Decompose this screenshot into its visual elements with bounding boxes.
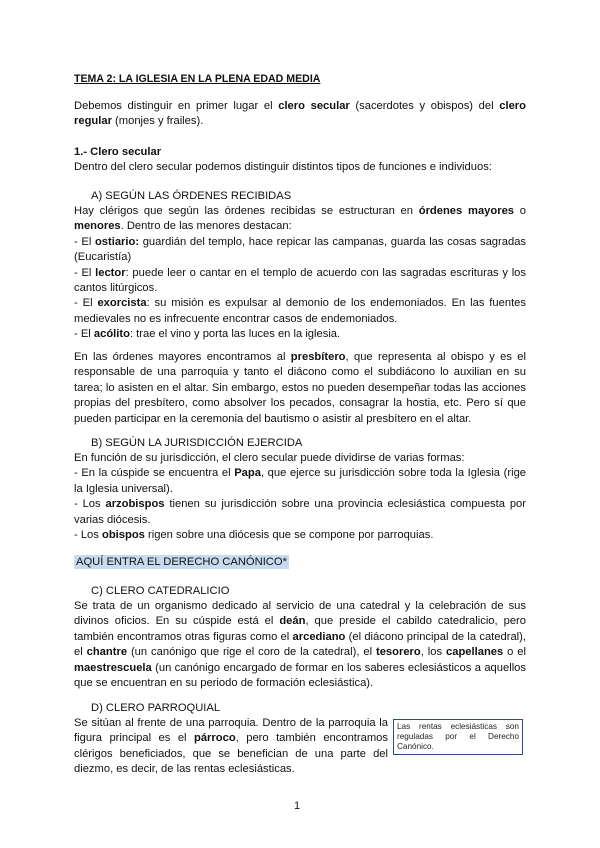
section-d-paragraph: Se sitúan al frente de una parroquia. Dentro de la parroquia la figura principal es el párroco, pero también encontramos clérigos beneficiados, que se benefician de una parte del diezmo, es decir, de las rentas eclesiásticas. (74, 717, 388, 776)
section-c-paragraph: Se trata de un organismo dedicado al servicio de una catedral y la celebración de sus divinos oficios. En su cúspide está el deán, que preside el cabildo catedralicio, pero también encontramos otras figuras como el arcediano (el diácono principal de la catedral), el chantre (un canónigo que rige el coro de la catedral), el tesorero, los capellanes o el maestrescuela (un canónigo encargado de formar en los saberes eclesiásticos a aquellos que se encuentran en su periodo de formación eclesiástica). (74, 600, 526, 690)
section-c-heading: C) CLERO CATEDRALICIO (91, 585, 230, 597)
section-b-intro: En función de su jurisdicción, el clero secular puede dividirse de varias formas: (74, 452, 465, 464)
highlighted-note: AQUÍ ENTRA EL DERECHO CANÓNICO* (76, 556, 287, 568)
section-b-body (74, 451, 526, 543)
ordenes-mayores-paragraph: En las órdenes mayores encontramos al presbítero, que representa al obispo y es el responsable de una parroquia y tanto el diácono como el subdiácono lo auxilian en su tarea; lo asisten en el altar. Sin embargo, estos no pueden desempeñar todas las acciones propias del presbítero, como absolver los pecados, consagrar la hostia, etc. Pero sí que pueden participar en la ceremonia del bautismo o asistir al presbítero en el altar. (74, 351, 527, 425)
section-1-heading: 1.- Clero secular (74, 146, 162, 158)
list-item-obispos: - Los obispos rigen sobre una diócesis que se compone por parroquias. (74, 529, 434, 542)
list-item-arzobispos: - Los arzobispos tienen su jurisdicción sobre una provincia eclesiástica compuesta por varias diócesis. (74, 498, 526, 526)
section-a-body (74, 204, 526, 343)
intro-paragraph: Debemos distinguir en primer lugar el clero secular (sacerdotes y obispos) del clero regular (monjes y frailes). (74, 100, 526, 128)
section-a-intro: Hay clérigos que según las órdenes recibidas se estructuran en órdenes mayores o menores. Dentro de las menores destacan: (74, 205, 526, 233)
list-item-acolito: - El acólito: trae el vino y porta las luces en la iglesia. (74, 328, 341, 341)
page-title: TEMA 2: LA IGLESIA EN LA PLENA EDAD MEDIA (74, 73, 321, 85)
list-item-papa: - En la cúspide se encuentra el Papa, que ejerce su jurisdicción sobre toda la Iglesia (rige la Iglesia universal). (74, 467, 527, 495)
section-a-heading: A) SEGÚN LAS ÓRDENES RECIBIDAS (91, 190, 292, 202)
list-item-exorcista: - El exorcista: su misión es expulsar al demonio de los endemoniados. En las fuentes medievales no es infrecuente encontrar casos de endemoniados. (74, 297, 526, 325)
list-item-lector: - El lector: puede leer o cantar en el templo de acuerdo con las sagradas escrituras y los cantos litúrgicos. (74, 266, 526, 295)
section-1-text: Dentro del clero secular podemos distinguir distintos tipos de funciones e individuos: (74, 161, 492, 173)
page-number: 1 (294, 800, 301, 812)
margin-comment-box: Las rentas eclesiásticas son reguladas por el Derecho Canónico. (393, 719, 523, 755)
list-item-ostiario: - El ostiario: guardián del templo, hace repicar las campanas, guarda las cosas sagradas (Eucaristía) (74, 235, 527, 264)
section-b-heading: B) SEGÚN LA JURISDICCIÓN EJERCIDA (91, 437, 303, 449)
section-d-heading: D) CLERO PARROQUIAL (91, 702, 221, 714)
